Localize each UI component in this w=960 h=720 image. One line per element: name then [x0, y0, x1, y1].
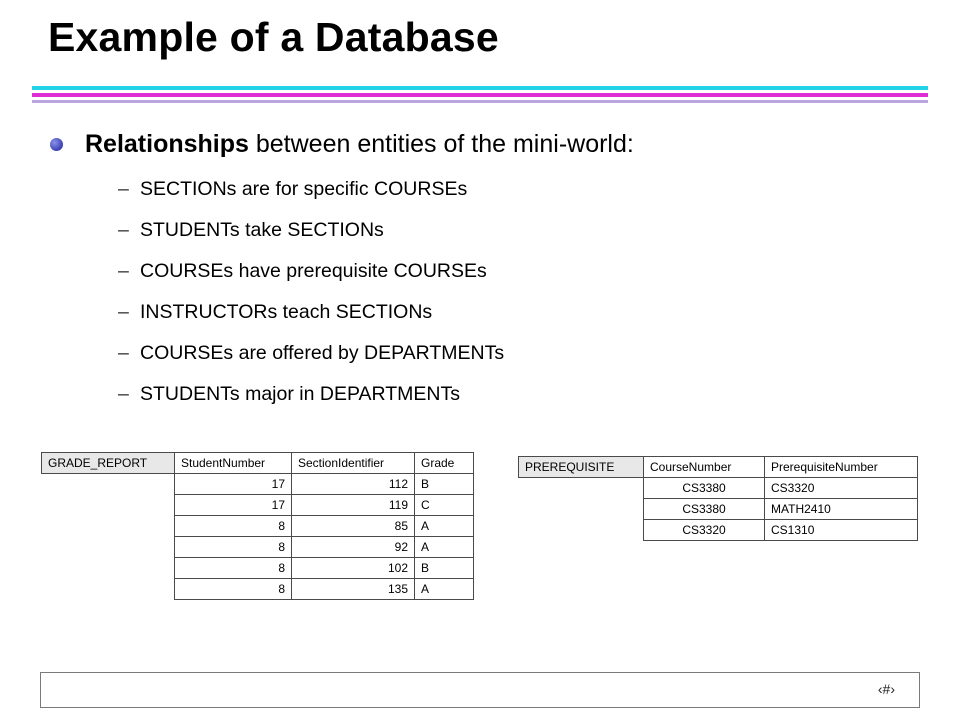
table-cell: 119 [292, 495, 415, 516]
dash-icon: – [118, 301, 129, 323]
sub-bullet-text: STUDENTs major in DEPARTMENTs [140, 383, 460, 405]
table-row [42, 516, 474, 537]
table-cell: 8 [175, 579, 292, 600]
table-name-cell: GRADE_REPORT [42, 453, 175, 474]
main-bullet-text [85, 130, 634, 159]
table-cell: 8 [175, 558, 292, 579]
column-header: PrerequisiteNumber [765, 457, 918, 478]
dash-icon: – [118, 342, 129, 364]
table-row [519, 499, 918, 520]
table-cell: 8 [175, 537, 292, 558]
table-cell: CS3380 [644, 478, 765, 499]
table-cell: 135 [292, 579, 415, 600]
sub-bullet-text: STUDENTs take SECTIONs [140, 219, 384, 241]
sub-bullet-text: COURSEs have prerequisite COURSEs [140, 260, 487, 282]
table-cell: A [415, 537, 474, 558]
sub-bullet-text: SECTIONs are for specific COURSEs [140, 178, 468, 200]
table-cell: 92 [292, 537, 415, 558]
column-header: CourseNumber [644, 457, 765, 478]
table-row [519, 520, 918, 541]
prerequisite-table [518, 456, 918, 541]
dash-icon: – [118, 219, 129, 241]
main-bullet-rest: between entities of the mini-world: [248, 130, 634, 158]
slide-title: Example of a Database [48, 14, 499, 60]
sub-bullet [118, 383, 504, 424]
bullet-dot-icon [50, 138, 63, 151]
table-name-cell: PREREQUISITE [519, 457, 644, 478]
rule-lilac [32, 100, 928, 103]
sub-bullet [118, 260, 504, 301]
rule-magenta [32, 93, 928, 97]
table-cell: CS3320 [644, 520, 765, 541]
slide-footer [40, 672, 920, 708]
table-cell: 112 [292, 474, 415, 495]
dash-icon: – [118, 383, 129, 405]
table-header-row [519, 457, 918, 478]
table-cell: B [415, 558, 474, 579]
table-row [42, 495, 474, 516]
sub-bullet [118, 219, 504, 260]
rule-cyan [32, 86, 928, 90]
table-row [42, 474, 474, 495]
table-cell: MATH2410 [765, 499, 918, 520]
table-cell: 85 [292, 516, 415, 537]
dash-icon: – [118, 178, 129, 200]
table-header-row [42, 453, 474, 474]
grade-report-table [41, 452, 474, 600]
title-underline [32, 86, 928, 103]
column-header: Grade [415, 453, 474, 474]
table-cell: C [415, 495, 474, 516]
sub-bullet [118, 301, 504, 342]
main-bullet [50, 130, 634, 159]
table-row [42, 537, 474, 558]
table-row [42, 579, 474, 600]
dash-icon: – [118, 260, 129, 282]
table-cell: CS3380 [644, 499, 765, 520]
table-cell: 102 [292, 558, 415, 579]
table-cell: 17 [175, 495, 292, 516]
table-cell: A [415, 516, 474, 537]
table-cell: CS3320 [765, 478, 918, 499]
main-bullet-bold: Relationships [85, 130, 249, 158]
sub-bullet [118, 178, 504, 219]
sub-bullet-text: COURSEs are offered by DEPARTMENTs [140, 342, 505, 364]
sub-bullet-text: INSTRUCTORs teach SECTIONs [140, 301, 433, 323]
column-header: SectionIdentifier [292, 453, 415, 474]
table-cell: 17 [175, 474, 292, 495]
table-row [42, 558, 474, 579]
table-cell: 8 [175, 516, 292, 537]
sub-bullet-list [118, 178, 504, 424]
table-cell: B [415, 474, 474, 495]
table-cell: A [415, 579, 474, 600]
column-header: StudentNumber [175, 453, 292, 474]
page-number: ‹#› [877, 681, 895, 697]
sub-bullet [118, 342, 504, 383]
table-cell: CS1310 [765, 520, 918, 541]
table-row [519, 478, 918, 499]
